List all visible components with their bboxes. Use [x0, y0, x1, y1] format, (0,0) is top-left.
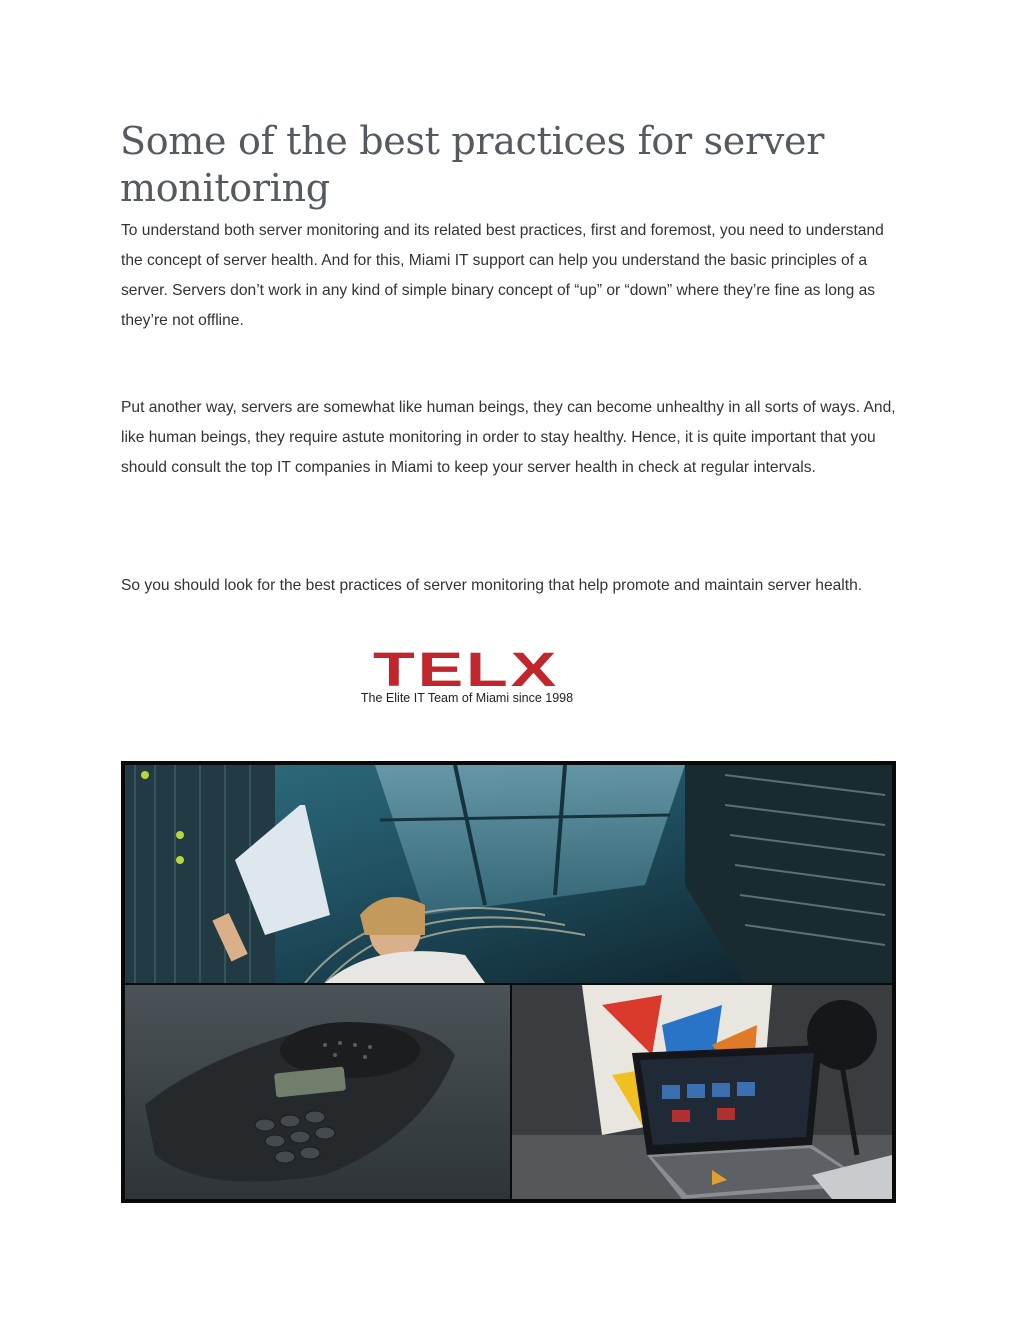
technician-in-server-room-photo [125, 765, 892, 983]
laptop-on-desk-photo [512, 985, 892, 1199]
logo-tagline: The Elite IT Team of Miami since 1998 [360, 691, 574, 705]
paragraph-3: So you should look for the best practices of server monitoring that help promote and maintain server health. [121, 577, 863, 594]
article-title: Some of the best practices for server monitoring [120, 119, 825, 210]
photo-collage [121, 761, 896, 1203]
paragraph-2: Put another way, servers are somewhat like human beings, they can become unhealthy in all sorts of ways. And, like human beings, they require astute monitoring in order to stay healthy. Hence, it is quite important that you should consult the top IT companies in Miami to keep your server health in check at regular intervals. [121, 399, 896, 476]
paragraph-1: To understand both server monitoring and its related best practices, first and foremost, you need to understand the concept of server health. And for this, Miami IT support can help you understand the basic principles of a server. Servers don’t work in any kind of simple binary concept of “up” or “down” where they’re fine as long as they’re not offline. [121, 222, 884, 329]
telx-wordmark [372, 648, 560, 690]
conference-phone-photo [125, 985, 510, 1199]
telx-logo [352, 648, 582, 710]
logo-wordmark-text: TELX [373, 648, 559, 690]
